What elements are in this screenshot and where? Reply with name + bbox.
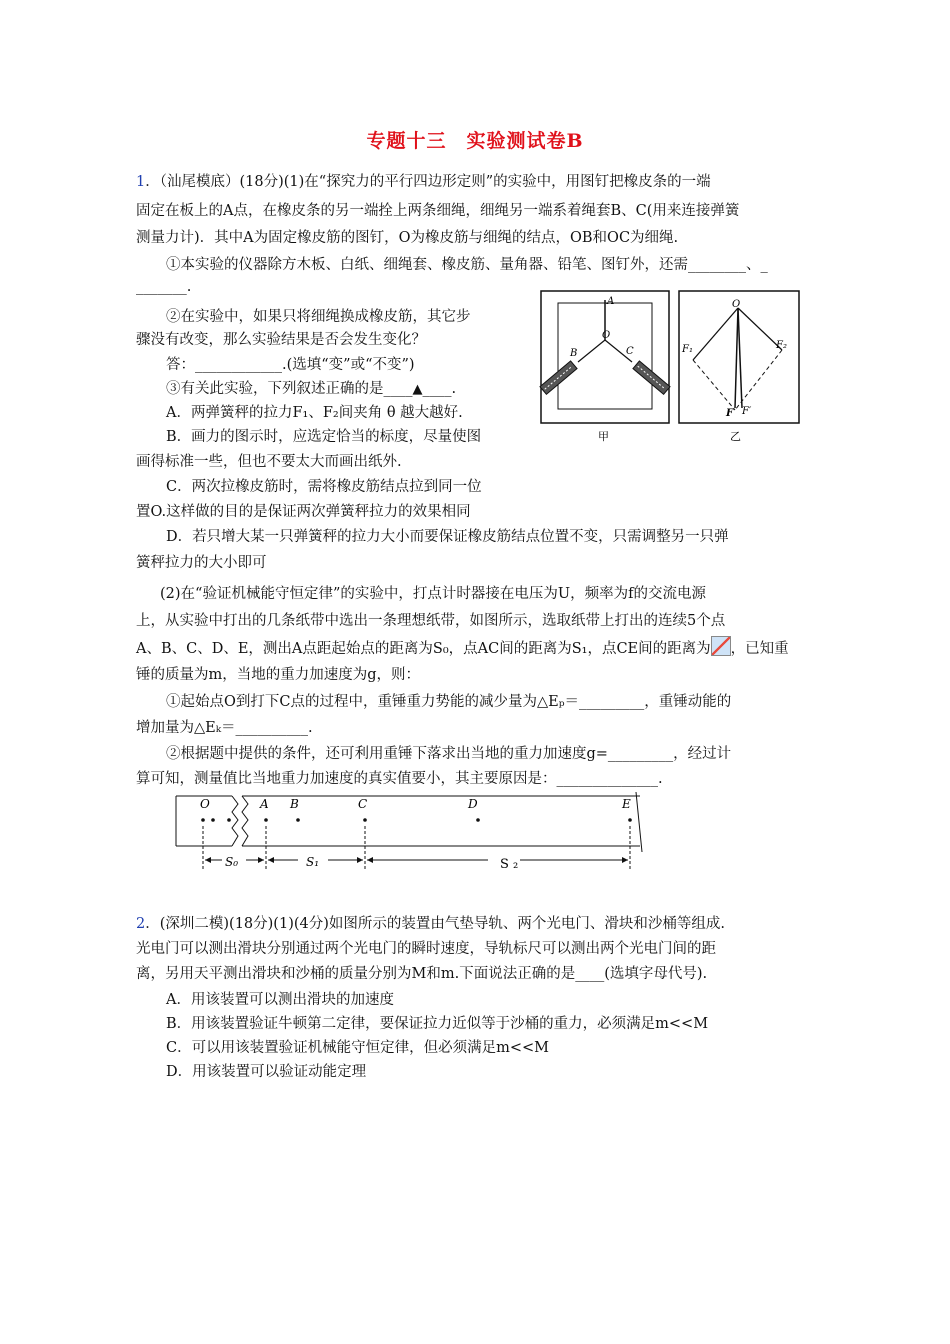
question-1-part2: 增加量为△Eₖ＝__________. <box>136 720 313 736</box>
option-c-cont: 置O.这样做的目的是保证两次弹簧秤拉力的效果相同 <box>136 504 471 520</box>
question-1-part2: 锤的质量为m，当地的重力加速度为g，则： <box>136 667 421 683</box>
fig-caption-jia: 甲 <box>598 430 609 443</box>
option-a: A．两弹簧秤的拉力F₁、F₂间夹角 θ 越大越好. <box>166 405 463 421</box>
answer-triangle-icon: ▲ <box>412 382 423 397</box>
question-1-line: ②在实验中，如果只将细绳换成橡皮筋，其它步 <box>166 309 471 325</box>
question-number: 1 <box>136 174 146 190</box>
broken-image-icon <box>711 636 731 656</box>
tape-point-d: D <box>468 797 478 811</box>
fig-label-fp: F′ <box>742 406 752 417</box>
question-1-line: 测量力计)．其中A为固定橡皮筋的图钉，O为橡皮筋与细绳的结点，OB和OC为细绳. <box>136 230 679 246</box>
question-2-line: 离，另用天平测出滑块和沙桶的质量分别为M和m.下面说法正确的是____(选填字母代号). <box>136 966 708 982</box>
option-c: C．两次拉橡皮筋时，需将橡皮筋结点拉到同一位 <box>166 479 482 495</box>
option-c: C．可以用该装置验证机械能守恒定律，但必须满足m<<M <box>166 1040 549 1056</box>
question-2-line: 2．(深圳二模)(18分)(1)(4分)如图所示的装置由气垫导轨、两个光电门、滑块和沙桶等组成. <box>136 916 725 932</box>
option-b-cont: 画得标准一些，但也不要太大而画出纸外. <box>136 454 402 470</box>
question-1-line: ③有关此实验，下列叙述正确的是____▲____. <box>166 381 457 397</box>
tape-point-e: E <box>622 797 631 811</box>
question-1-part2: 算可知，测量值比当地重力加速度的真实值要小，其主要原因是：______________. <box>136 771 663 787</box>
question-number: 2 <box>136 916 146 932</box>
question-1-line: _______. <box>136 279 192 295</box>
fig-label-f: F <box>726 408 734 419</box>
question-1-line: ①本实验的仪器除方木板、白纸、细绳套、橡皮筋、量角器、铅笔、图钉外，还需________、_ <box>166 257 768 273</box>
tape-point-o: O <box>200 797 210 811</box>
option-d: D．用该装置可以验证动能定理 <box>166 1064 367 1080</box>
question-1-part2: ②根据题中提供的条件，还可利用重锤下落求出当地的重力加速度g=_________，经过计 <box>166 746 732 762</box>
figure-yi <box>678 290 800 445</box>
fig-label-b: B <box>570 348 578 359</box>
page-title: 专题十三 实验测试卷B <box>366 130 584 152</box>
tape-point-b: B <box>290 797 299 811</box>
question-1-line: 骤没有改变，那么实验结果是否会发生变化？ <box>136 332 426 348</box>
paper-tape-figure <box>170 790 645 875</box>
tape-label-s1: S₁ <box>306 855 320 869</box>
option-b: B．画力的图示时，应选定恰当的标度，尽量使图 <box>166 429 482 445</box>
fig-label-c: C <box>626 346 634 357</box>
fig-label-f2: F₂ <box>776 340 787 351</box>
fig-label-a: A <box>607 296 615 307</box>
option-d: D．若只增大某一只弹簧秤的拉力大小而要保证橡皮筋结点位置不变，只需调整另一只弹 <box>166 529 729 545</box>
fig-label-f1: F₁ <box>682 344 693 355</box>
question-1-line: 答：____________.(选填“变”或“不变”) <box>166 357 415 373</box>
tape-point-c: C <box>358 797 368 811</box>
question-1-line: 1．（汕尾模底）(18分)(1)在“探究力的平行四边形定则”的实验中，用图钉把橡皮条的一端 <box>136 174 711 190</box>
fig-label-o: O <box>732 299 741 310</box>
figure-jia <box>540 290 670 445</box>
fig-caption-yi: 乙 <box>730 430 741 443</box>
option-d-cont: 簧秤拉力的大小即可 <box>136 555 267 571</box>
tape-label-s0: S₀ <box>225 855 239 869</box>
option-a: A．用该装置可以测出滑块的加速度 <box>166 992 394 1008</box>
option-b: B．用该装置验证牛顿第二定律，要保证拉力近似等于沙桶的重力，必须满足m<<M <box>166 1016 709 1032</box>
question-1-part2: 上，从实验中打出的几条纸带中选出一条理想纸带，如图所示，选取纸带上打出的连续5个点 <box>136 613 726 629</box>
question-2-line: 光电门可以测出滑块分别通过两个光电门的瞬时速度，导轨标尺可以测出两个光电门间的距 <box>136 941 716 957</box>
question-1-part2: (2)在“验证机械能守恒定律”的实验中，打点计时器接在电压为U，频率为f的交流电源 <box>160 586 706 602</box>
question-1-line: 固定在板上的A点，在橡皮条的另一端拴上两条细绳，细绳另一端系着绳套B、C(用来连接弹簧 <box>136 203 740 219</box>
question-1-part2: ①起始点O到打下C点的过程中，重锤重力势能的减少量为△Eₚ＝_________，重锤动能的 <box>166 694 732 710</box>
question-1-part2: A、B、C、D、E，测出A点距起始点的距离为S₀，点AC间的距离为S₁，点CE间的距离为 ，已知重 <box>136 636 789 658</box>
fig-label-o: O <box>602 330 611 341</box>
tape-point-a: A <box>260 797 269 811</box>
tape-label-s2: S ₂ <box>500 857 519 872</box>
